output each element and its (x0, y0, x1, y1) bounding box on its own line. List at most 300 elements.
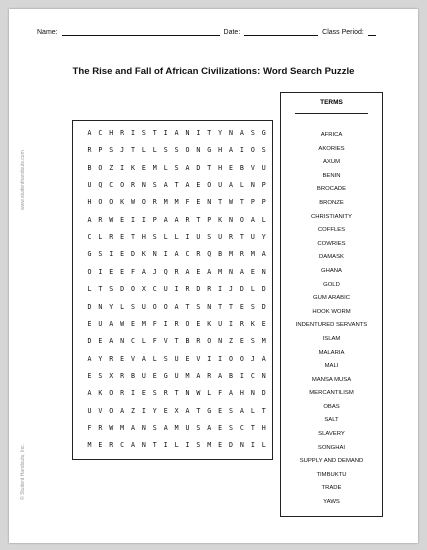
grid-letter: A (229, 181, 234, 190)
grid-letter: H (109, 129, 114, 137)
class-period-line (368, 27, 376, 36)
term-item: MANSA MUSA (311, 376, 352, 383)
grid-letter: U (218, 181, 223, 190)
grid-letter: R (109, 354, 114, 363)
grid-letter: I (239, 146, 244, 155)
grid-letter: P (207, 215, 212, 224)
grid-letter: D (261, 389, 266, 398)
grid-letter: A (185, 163, 190, 172)
grid-letter: S (152, 181, 157, 190)
grid-letter: U (261, 163, 266, 172)
grid-letter: O (207, 181, 212, 190)
grid-letter: M (261, 337, 266, 346)
grid-letter: V (98, 406, 103, 415)
grid-letter: T (261, 406, 266, 415)
grid-letter: E (196, 181, 201, 190)
grid-letter: E (229, 163, 234, 172)
grid-letter: S (98, 250, 103, 259)
class-period-label: Class Period: (322, 29, 364, 36)
grid-letter: K (98, 389, 103, 398)
grid-letter: Q (207, 250, 212, 259)
grid-row (84, 372, 269, 382)
term-item: SLAVERY (318, 431, 345, 438)
grid-letter: I (207, 354, 212, 363)
grid-letter: Z (109, 163, 114, 172)
term-item: SALT (324, 417, 339, 424)
grid-letter: A (141, 267, 146, 276)
grid-letter: Q (163, 267, 168, 276)
grid-letter: W (229, 198, 234, 207)
grid-letter: S (261, 146, 266, 155)
grid-letter: O (109, 198, 114, 207)
grid-letter: T (218, 198, 223, 207)
grid-letter: A (239, 129, 244, 137)
grid-letter: L (163, 233, 168, 242)
grid-letter: N (239, 441, 244, 450)
grid-letter: A (109, 337, 114, 346)
term-item: BENIN (322, 172, 341, 179)
grid-letter: J (229, 285, 234, 294)
grid-letter: F (152, 319, 157, 328)
grid-letter: O (109, 389, 114, 398)
grid-letter: E (163, 406, 168, 415)
grid-letter: A (218, 371, 223, 380)
grid-letter: N (250, 181, 255, 190)
grid-letter: O (163, 302, 168, 311)
grid-letter: A (207, 423, 212, 432)
grid-letter: E (141, 389, 146, 398)
grid-letter: S (152, 389, 157, 398)
term-item: MALARIA (318, 349, 345, 356)
grid-letter: A (207, 267, 212, 276)
grid-row (84, 320, 269, 330)
grid-letter: E (185, 354, 190, 363)
grid-letter: S (229, 423, 234, 432)
terms-divider (295, 113, 368, 114)
grid-letter: I (163, 441, 168, 450)
grid-letter: N (229, 267, 234, 276)
grid-letter: W (131, 198, 135, 207)
grid-letter: W (109, 423, 114, 432)
grid-letter: M (207, 441, 212, 450)
grid-letter: T (196, 215, 201, 224)
grid-letter: L (207, 389, 212, 398)
grid-letter: A (185, 406, 190, 415)
grid-letter: C (87, 233, 92, 242)
grid-letter: G (87, 250, 92, 259)
grid-letter: I (163, 250, 168, 259)
grid-letter: N (98, 302, 103, 311)
grid-letter: A (174, 215, 179, 224)
grid-letter: U (196, 233, 201, 242)
grid-letter: K (141, 250, 146, 259)
grid-letter: S (141, 129, 146, 137)
grid-letter: Z (229, 337, 234, 346)
grid-letter: E (131, 319, 135, 328)
grid-letter: E (152, 371, 157, 380)
grid-letter: C (131, 337, 135, 346)
grid-letter: A (174, 302, 179, 311)
grid-letter: D (261, 302, 266, 311)
grid-letter: A (185, 267, 190, 276)
grid-letter: O (109, 406, 114, 415)
grid-letter: E (218, 423, 223, 432)
grid-letter: R (207, 285, 212, 294)
grid-letter: Y (261, 233, 266, 242)
grid-letter: F (185, 198, 190, 207)
term-item: COWRIES (317, 240, 346, 247)
grid-letter: I (250, 441, 255, 450)
grid-letter: M (250, 250, 255, 259)
grid-row (84, 129, 269, 139)
grid-letter: T (152, 129, 157, 137)
grid-letter: A (261, 250, 266, 259)
grid-letter: N (229, 215, 234, 224)
grid-letter: E (239, 337, 244, 346)
grid-letter: I (218, 285, 223, 294)
grid-letter: H (87, 198, 92, 207)
grid-letter: A (120, 406, 125, 415)
grid-letter: A (239, 406, 244, 415)
grid-letter: Q (98, 181, 103, 190)
grid-letter: H (218, 146, 223, 155)
term-item: AXUM (322, 159, 341, 166)
grid-letter: T (131, 146, 135, 155)
grid-letter: R (131, 181, 135, 190)
grid-letter: N (196, 146, 201, 155)
grid-letter: C (120, 441, 125, 450)
date-line (244, 27, 318, 36)
grid-letter: B (218, 250, 223, 259)
grid-letter: L (174, 441, 179, 450)
grid-letter: R (196, 250, 201, 259)
grid-letter: C (98, 129, 103, 137)
grid-letter: A (196, 371, 201, 380)
grid-letter: I (98, 267, 103, 276)
grid-row (84, 285, 269, 295)
grid-letter: R (120, 371, 125, 380)
grid-letter: R (98, 215, 103, 224)
grid-letter: C (185, 250, 190, 259)
grid-letter: F (152, 337, 157, 346)
grid-letter: D (239, 285, 244, 294)
grid-letter: C (152, 285, 157, 294)
grid-letter: L (239, 181, 244, 190)
grid-letter: O (120, 181, 125, 190)
grid-letter: X (141, 285, 146, 294)
grid-letter: A (163, 423, 168, 432)
grid-letter: D (196, 163, 201, 172)
grid-letter: U (218, 319, 223, 328)
grid-letter: V (163, 337, 168, 346)
term-item: ISLAM (322, 335, 341, 342)
grid-letter: H (141, 233, 146, 242)
term-item: TRADE (321, 485, 342, 492)
grid-letter: K (131, 163, 135, 172)
term-item: COFFLES (317, 227, 346, 234)
grid-letter: J (250, 354, 255, 363)
grid-letter: G (207, 146, 212, 155)
grid-letter: K (218, 215, 223, 224)
grid-letter: M (141, 319, 146, 328)
grid-letter: N (141, 441, 146, 450)
grid-letter: G (163, 371, 168, 380)
grid-row (84, 181, 269, 191)
grid-letter: W (196, 389, 201, 398)
grid-letter: U (98, 319, 103, 328)
grid-letter: R (229, 233, 234, 242)
term-item: HOOK WORM (312, 308, 351, 315)
grid-letter: I (163, 319, 168, 328)
credit-sidebar (17, 100, 27, 530)
grid-letter: K (250, 319, 255, 328)
grid-letter: U (174, 371, 179, 380)
grid-letter: R (98, 423, 103, 432)
grid-letter: P (152, 215, 157, 224)
grid-letter: S (109, 146, 114, 155)
grid-row (84, 424, 269, 434)
grid-letter: E (98, 337, 103, 346)
grid-letter: D (87, 302, 92, 311)
grid-letter: T (174, 337, 179, 346)
grid-letter: T (218, 302, 223, 311)
grid-letter: V (196, 354, 201, 363)
grid-letter: O (239, 215, 244, 224)
grid-letter: N (250, 389, 255, 398)
grid-letter: I (131, 215, 135, 224)
grid-letter: T (239, 233, 244, 242)
grid-letter: S (131, 302, 135, 311)
grid-letter: I (185, 441, 190, 450)
grid-letter: T (250, 423, 255, 432)
grid-letter: G (261, 129, 266, 137)
grid-row (84, 407, 269, 417)
grid-letter: T (207, 163, 212, 172)
grid-letter: M (174, 423, 179, 432)
grid-letter: D (229, 441, 234, 450)
grid-letter: A (174, 129, 179, 137)
grid-letter: N (185, 389, 190, 398)
grid-letter: R (174, 319, 179, 328)
grid-letter: E (196, 267, 201, 276)
grid-letter: I (239, 371, 244, 380)
grid-letter: N (141, 423, 146, 432)
grid-letter: E (196, 319, 201, 328)
grid-letter: T (229, 302, 234, 311)
grid-letter: D (120, 285, 125, 294)
grid-letter: E (261, 319, 266, 328)
terms-heading: TERMS (320, 99, 343, 106)
grid-letter: E (109, 267, 114, 276)
grid-row (84, 303, 269, 313)
grid-letter: O (98, 163, 103, 172)
grid-letter: O (207, 337, 212, 346)
grid-letter: E (87, 371, 92, 380)
grid-letter: O (98, 198, 103, 207)
grid-letter: T (98, 285, 103, 294)
grid-letter: F (131, 267, 135, 276)
grid-letter: H (239, 389, 244, 398)
grid-letter: R (239, 319, 244, 328)
grid-letter: I (131, 389, 135, 398)
grid-letter: A (87, 129, 92, 137)
grid-letter: M (120, 423, 125, 432)
grid-letter: F (218, 389, 223, 398)
grid-letter: P (250, 198, 255, 207)
grid-letter: M (163, 198, 168, 207)
grid-letter: R (109, 441, 114, 450)
grid-letter: E (239, 302, 244, 311)
grid-letter: I (229, 319, 234, 328)
grid-letter: N (207, 198, 212, 207)
term-item: OBAS (323, 403, 340, 410)
grid-row (84, 268, 269, 278)
grid-letter: S (174, 146, 179, 155)
grid-letter: R (120, 389, 125, 398)
grid-letter: T (174, 389, 179, 398)
grid-letter: F (87, 423, 92, 432)
grid-letter: O (131, 285, 135, 294)
grid-letter: J (152, 267, 157, 276)
grid-letter: K (207, 319, 212, 328)
grid-letter: E (196, 198, 201, 207)
grid-row (84, 250, 269, 260)
grid-letter: S (163, 354, 168, 363)
grid-letter: A (261, 354, 266, 363)
grid-letter: S (109, 285, 114, 294)
grid-letter: L (152, 354, 157, 363)
term-item: BROCADE (316, 186, 347, 193)
grid-letter: N (207, 302, 212, 311)
grid-letter: P (261, 198, 266, 207)
grid-letter: A (163, 215, 168, 224)
grid-row (84, 337, 269, 347)
grid-letter: A (87, 389, 92, 398)
grid-letter: R (185, 285, 190, 294)
grid-letter: A (174, 250, 179, 259)
grid-letter: L (120, 302, 125, 311)
grid-letter: E (120, 267, 125, 276)
grid-letter: V (131, 354, 135, 363)
grid-letter: O (152, 302, 157, 311)
grid-letter: L (152, 146, 157, 155)
grid-letter: R (185, 215, 190, 224)
grid-letter: E (120, 233, 125, 242)
term-item: AKORIES (318, 145, 345, 152)
grid-letter: A (141, 354, 146, 363)
grid-letter: L (250, 406, 255, 415)
grid-letter: D (261, 285, 266, 294)
terms-panel (280, 92, 383, 517)
grid-letter: W (120, 319, 125, 328)
grid-letter: B (87, 163, 92, 172)
grid-letter: Y (218, 129, 223, 137)
grid-letter: L (261, 441, 266, 450)
page-title: The Rise and Fall of African Civilizations: Word Search Puzzle (72, 66, 355, 77)
grid-row (84, 441, 269, 451)
name-line (62, 27, 220, 36)
copyright-credit: © Student Handouts, Inc. (20, 444, 26, 500)
grid-letter: I (131, 129, 135, 137)
grid-letter: S (98, 371, 103, 380)
grid-letter: Y (152, 406, 157, 415)
grid-letter: O (229, 354, 234, 363)
grid-letter: K (120, 198, 125, 207)
grid-letter: E (250, 267, 255, 276)
grid-letter: P (261, 181, 266, 190)
grid-letter: C (109, 181, 114, 190)
grid-letter: E (218, 441, 223, 450)
grid-row (84, 198, 269, 208)
grid-letter: I (141, 406, 146, 415)
grid-letter: A (163, 181, 168, 190)
grid-letter: E (141, 163, 146, 172)
grid-letter: B (229, 371, 234, 380)
grid-letter: N (120, 337, 125, 346)
student-info-row (37, 27, 378, 36)
grid-letter: S (250, 129, 255, 137)
grid-letter: E (218, 406, 223, 415)
grid-letter: S (174, 163, 179, 172)
grid-letter: S (250, 302, 255, 311)
grid-letter: P (98, 146, 103, 155)
grid-letter: I (174, 285, 179, 294)
grid-letter: E (87, 319, 92, 328)
grid-letter: R (239, 250, 244, 259)
grid-letter: U (87, 406, 92, 415)
grid-letter: D (196, 285, 201, 294)
grid-letter: S (229, 406, 234, 415)
grid-letter: S (152, 233, 157, 242)
grid-letter: G (207, 406, 212, 415)
grid-letter: T (131, 233, 135, 242)
grid-letter: C (239, 423, 244, 432)
term-item: GUM ARABIC (313, 295, 350, 302)
grid-letter: M (185, 371, 190, 380)
terms-list (281, 129, 382, 510)
grid-letter: Y (98, 354, 103, 363)
grid-letter: R (120, 129, 125, 137)
grid-letter: U (218, 233, 223, 242)
grid-letter: U (174, 354, 179, 363)
grid-letter: I (185, 233, 190, 242)
grid-letter: M (229, 250, 234, 259)
grid-letter: D (131, 250, 135, 259)
grid-letter: B (185, 337, 190, 346)
term-item: AFRICA (320, 132, 343, 138)
grid-letter: A (229, 389, 234, 398)
grid-letter: Z (131, 406, 135, 415)
grid-row (84, 389, 269, 399)
grid-letter: Y (109, 302, 114, 311)
grid-letter: R (87, 146, 92, 155)
grid-letter: O (87, 267, 92, 276)
grid-letter: W (109, 215, 114, 224)
grid-letter: B (239, 163, 244, 172)
grid-row (84, 146, 269, 156)
grid-letter: A (239, 267, 244, 276)
grid-letter: N (261, 267, 266, 276)
grid-letter: I (120, 163, 125, 172)
grid-row (84, 164, 269, 174)
grid-letter: T (207, 129, 212, 137)
grid-letter: R (174, 267, 179, 276)
grid-letter: L (174, 233, 179, 242)
grid-letter: U (141, 302, 146, 311)
name-label: Name: (37, 29, 58, 36)
grid-letter: L (261, 215, 266, 224)
grid-letter: H (218, 163, 223, 172)
